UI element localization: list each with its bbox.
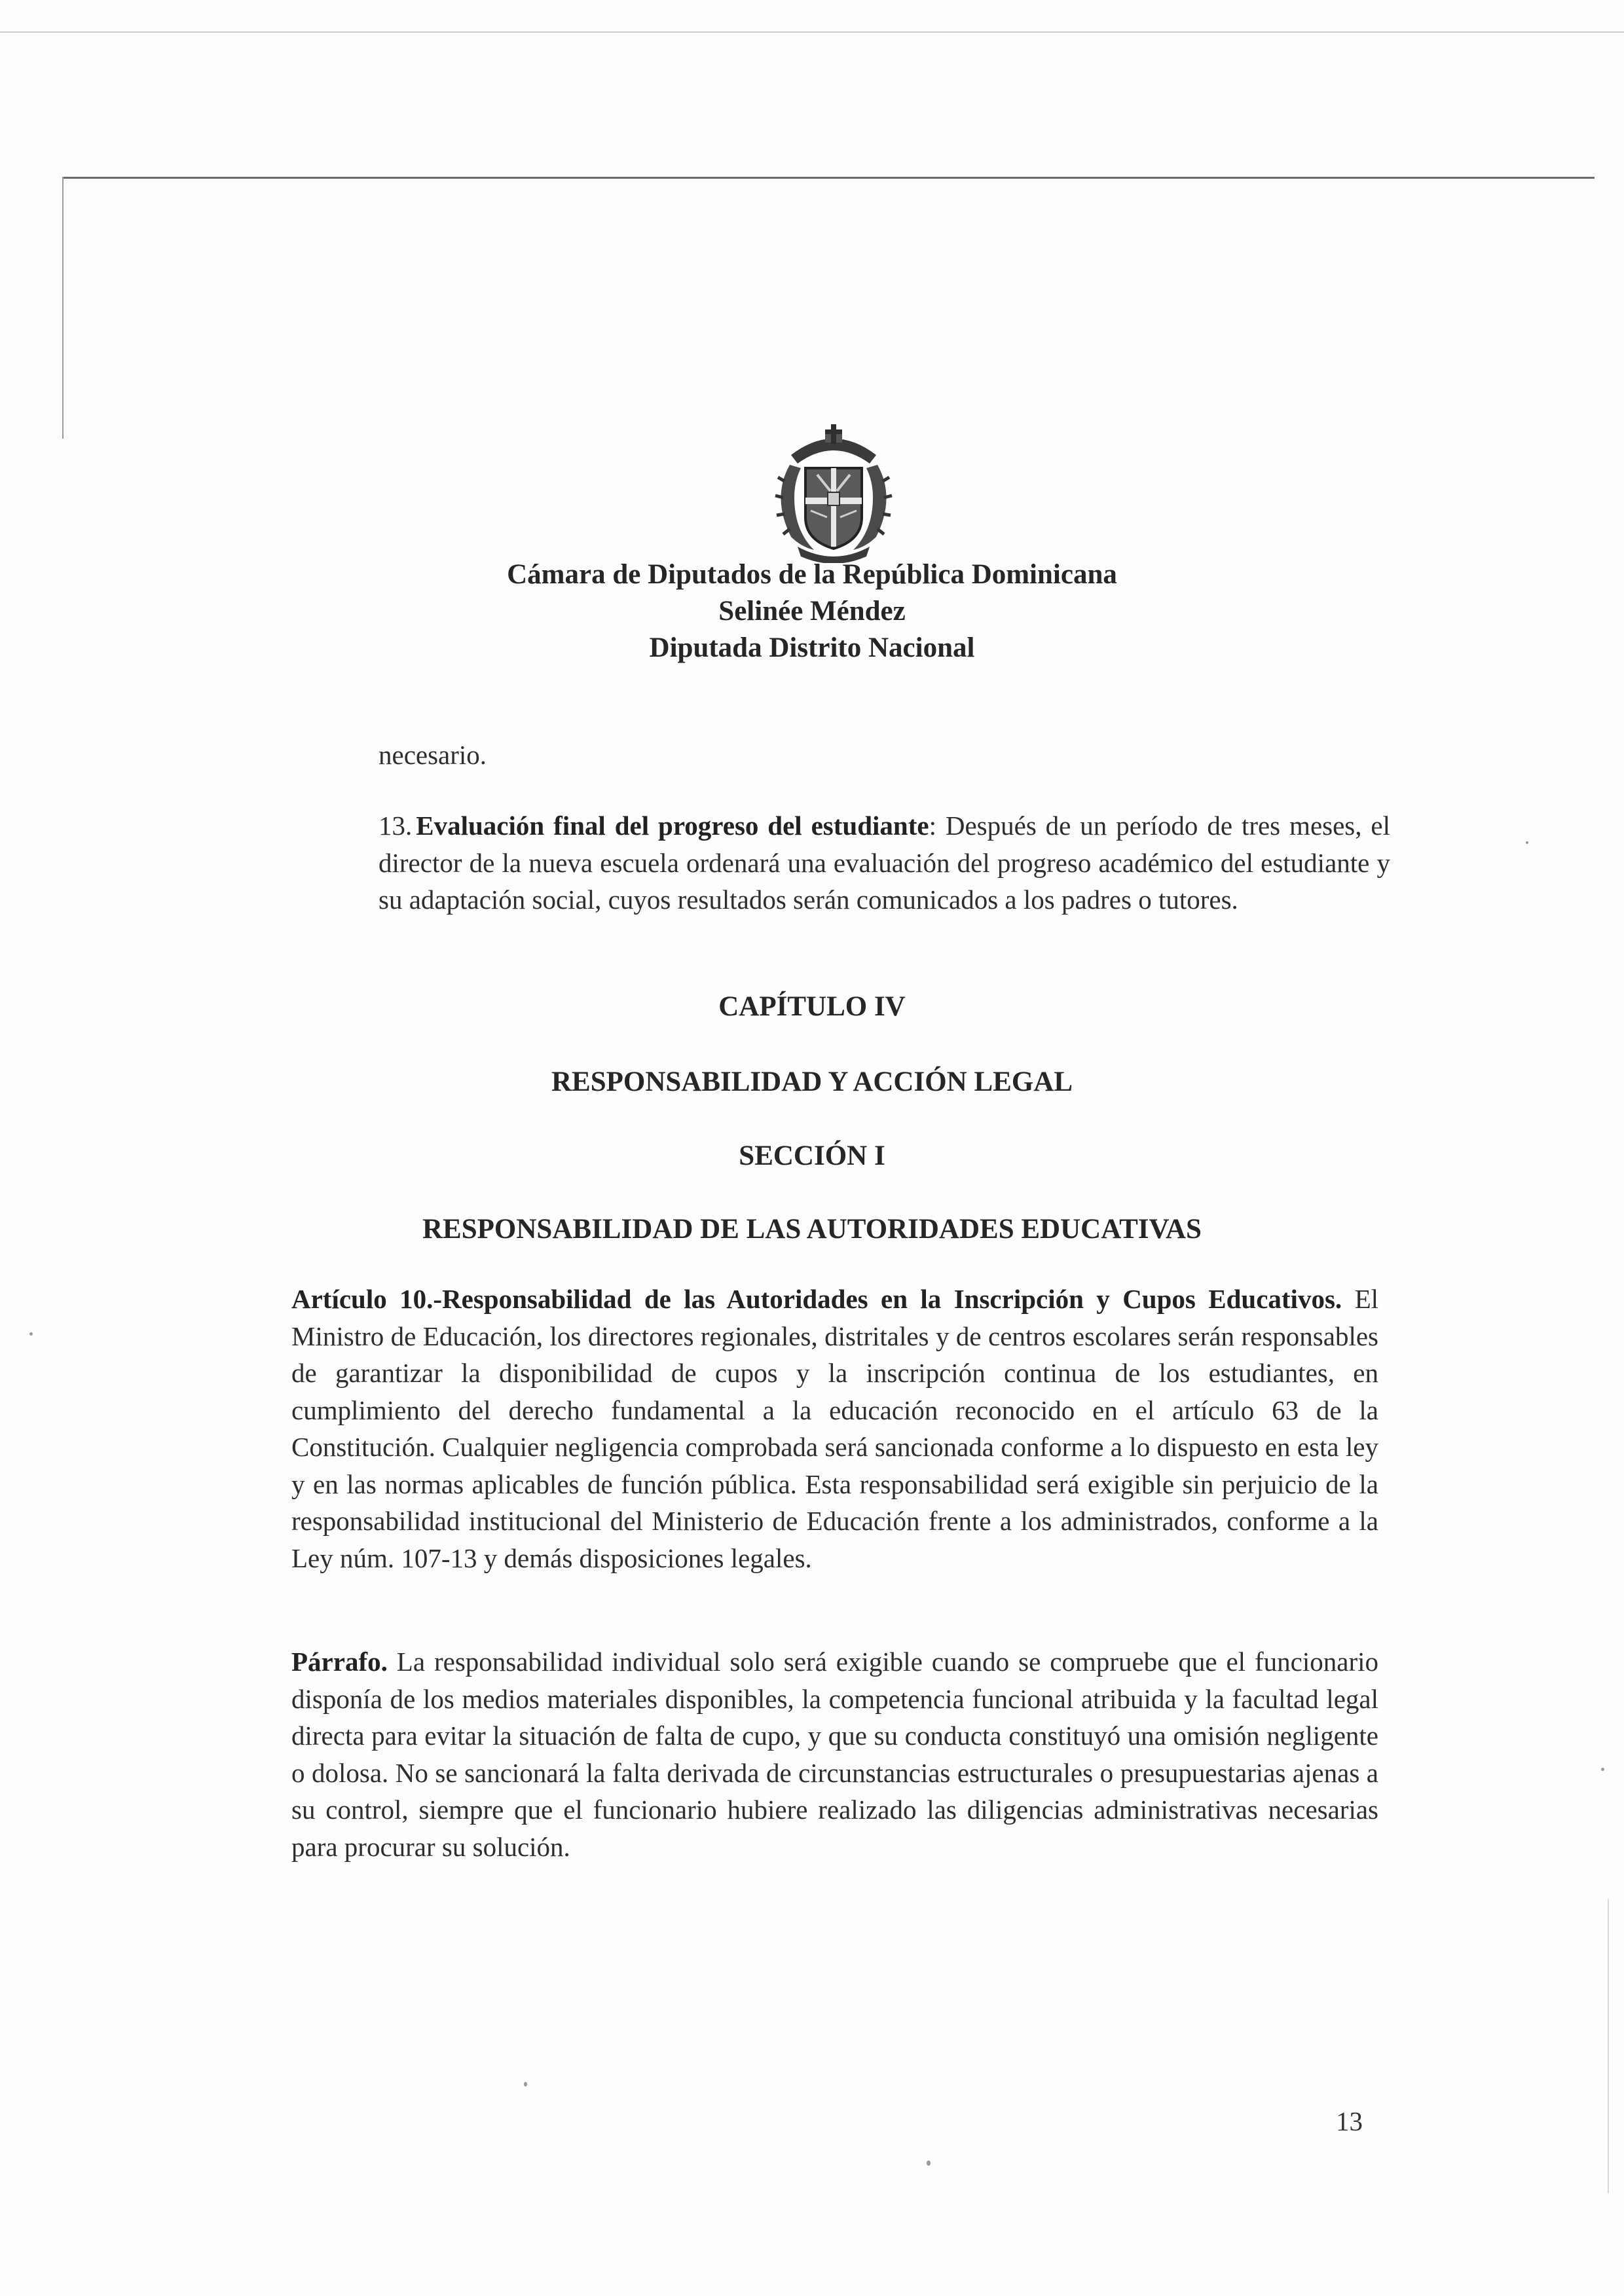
continuation-text: necesario. [378,740,487,770]
section-title: RESPONSABILIDAD DE LAS AUTORIDADES EDUCATIVAS [422,1214,1202,1245]
page-number: 13 [1336,2106,1363,2136]
paragraph-title: Párrafo. [291,1647,388,1677]
institution-name: Cámara de Diputados de la República Dominicana [507,559,1117,590]
frame-left-line [62,177,64,439]
deputy-name: Selinée Méndez [718,596,906,627]
frame-top-line [62,177,1595,179]
paragraph [291,1643,1378,1865]
scan-speck [1601,1768,1604,1771]
deputy-position: Diputada Distrito Nacional [649,632,975,663]
list-item-13 [378,807,1390,919]
scan-speck [524,2082,527,2086]
article-10 [291,1281,1378,1576]
paragraph-body: La responsabilidad individual solo será exigible cuando se compruebe que el funcionario disponía de los medios materiales disponibles, la competencia funcional atribuida y la facultad legal directa para evitar la situación de falta de cupo, y que su conducta constituyó una omisión negligente o dolosa. No se sancionará la falta derivada de circunstancias estructurales o presupuestarias ajenas a su control, siempre que el funcionario hubiere realizado las diligencias administrativas necesarias para procurar su solución. [291,1647,1378,1862]
list-item-body: : Después de un período de tres meses, el director de la nueva escuela ordenará una evaluación del progreso académico del estudiante y su adaptación social, cuyos resultados serán comunicados a los padres o tutores. [378,811,1390,915]
list-item-title: Evaluación final del progreso del estudiante [416,811,929,841]
coat-of-arms-icon [765,419,902,563]
article-10-title: Artículo 10.-Responsabilidad de las Autoridades en la Inscripción y Cupos Educativos. [291,1284,1342,1314]
frame-right-edge [1608,1899,1609,2193]
scan-speck [29,1332,33,1336]
section-heading: SECCIÓN I [739,1140,885,1171]
scan-edge-line [0,31,1624,33]
scan-speck [927,2160,931,2166]
chapter-heading: CAPÍTULO IV [718,991,906,1022]
scan-speck [1526,841,1528,844]
chapter-title: RESPONSABILIDAD Y ACCIÓN LEGAL [551,1066,1073,1097]
list-item-number: 13. [378,811,413,841]
article-10-body: El Ministro de Educación, los directores regionales, distritales y de centros escolares serán responsables de garantizar la disponibilidad de cupos y la inscripción continua de los estudiantes, en cumplimiento del derecho fundamental a la educación reconocido en el artículo 63 de la Constitución. Cualquier negligencia comprobada será sancionada conforme a lo dispuesto en esta ley y en las normas aplicables de función pública. Esta responsabilidad será exigible sin perjuicio de la responsabilidad institucional del Ministerio de Educación frente a los administrados, conforme a la Ley núm. 107-13 y demás disposiciones legales. [291,1284,1379,1573]
letterhead [0,556,1624,666]
